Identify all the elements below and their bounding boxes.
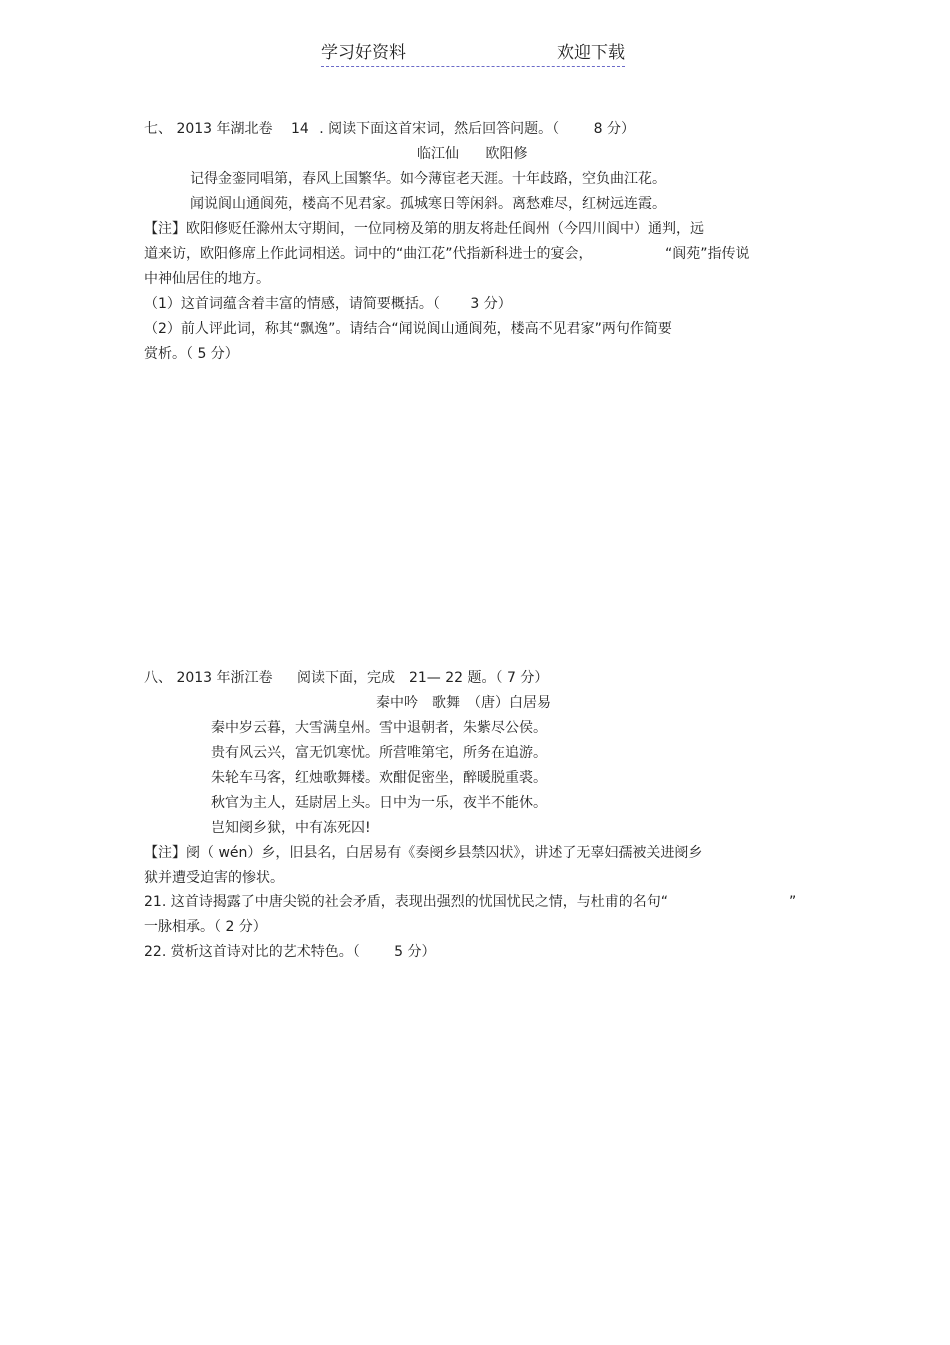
question-21-line2: 一脉相承。（ 2 分） bbox=[144, 919, 267, 935]
poem-title-line bbox=[417, 145, 527, 163]
note-line bbox=[144, 245, 749, 263]
poem-line: 朱轮车马客，红烛歌舞楼。欢酣促密坐，醉暖脱重裘。 bbox=[211, 770, 547, 786]
question-2-line1: （2）前人评此词，称其“飘逸”。请结合“闻说阆山通阆苑，楼高不见君家”两句作简要 bbox=[144, 321, 672, 337]
heading-text: 阅读下面，完成 21— 22 题。（ 7 分） bbox=[296, 670, 549, 686]
heading-number: 14 bbox=[290, 121, 309, 137]
note-text: “阆苑”指传说 bbox=[664, 246, 750, 262]
question-score: 5 分） bbox=[394, 944, 436, 960]
question-1 bbox=[144, 295, 512, 313]
question-21-quote-close: ” bbox=[789, 894, 797, 910]
note-line: 【注】阌（ wén）乡，旧县名，白居易有《奏阌乡县禁囚状》，讲述了无辜妇孺被关进阌乡 bbox=[144, 845, 703, 861]
poem-title: 秦中吟 歌舞 （唐）白居易 bbox=[376, 695, 551, 711]
note-line: 中神仙居住的地方。 bbox=[144, 271, 270, 287]
poem-line: 贵有风云兴，富无饥寒忧。所营唯第宅，所务在追游。 bbox=[211, 745, 547, 761]
section-8-heading bbox=[144, 669, 548, 687]
poem-line: 岂知阌乡狱，中有冻死囚! bbox=[211, 820, 371, 836]
poem-line: 记得金銮同唱第，春风上国繁华。如今薄宦老天涯。十年歧路，空负曲江花。 bbox=[190, 171, 666, 187]
note-line: 狱并遭受迫害的惨状。 bbox=[144, 870, 284, 886]
heading-prefix: 八、 2013 年浙江卷 bbox=[144, 670, 273, 686]
question-22 bbox=[144, 943, 436, 961]
note-text: 道来访，欧阳修席上作此词相送。词中的“曲江花”代指新科进士的宴会， bbox=[144, 246, 593, 262]
question-2-line2: 赏析。（ 5 分） bbox=[144, 346, 239, 362]
question-21-line1: 21. 这首诗揭露了中唐尖锐的社会矛盾，表现出强烈的忧国忧民之情，与杜甫的名句“ bbox=[144, 894, 668, 910]
heading-text: . 阅读下面这首宋词，然后回答问题。（ bbox=[319, 121, 560, 137]
poem-author: 欧阳修 bbox=[485, 146, 528, 162]
question-text: （1）这首词蕴含着丰富的情感，请简要概括。（ bbox=[144, 296, 440, 312]
poem-title: 临江仙 bbox=[417, 146, 459, 162]
header-left-text: 学习好资料 bbox=[321, 43, 406, 63]
page-header bbox=[321, 42, 625, 67]
heading-prefix: 七、 2013 年湖北卷 bbox=[144, 121, 273, 137]
heading-score: 8 分） bbox=[593, 121, 635, 137]
poem-line: 秋官为主人，廷尉居上头。日中为一乐，夜半不能休。 bbox=[211, 795, 547, 811]
section-7-heading bbox=[144, 120, 635, 138]
poem-line: 闻说阆山通阆苑，楼高不见君家。孤城寒日等闲斜。离愁难尽，红树远连霞。 bbox=[190, 196, 666, 212]
note-line: 【注】欧阳修贬任滁州太守期间，一位同榜及第的朋友将赴任阆州（今四川阆中）通判，远 bbox=[144, 221, 704, 237]
question-score: 3 分） bbox=[470, 296, 512, 312]
header-right-text: 欢迎下载 bbox=[557, 43, 625, 63]
poem-line: 秦中岁云暮，大雪满皇州。雪中退朝者，朱紫尽公侯。 bbox=[211, 720, 547, 736]
question-text: 22. 赏析这首诗对比的艺术特色。（ bbox=[144, 944, 360, 960]
